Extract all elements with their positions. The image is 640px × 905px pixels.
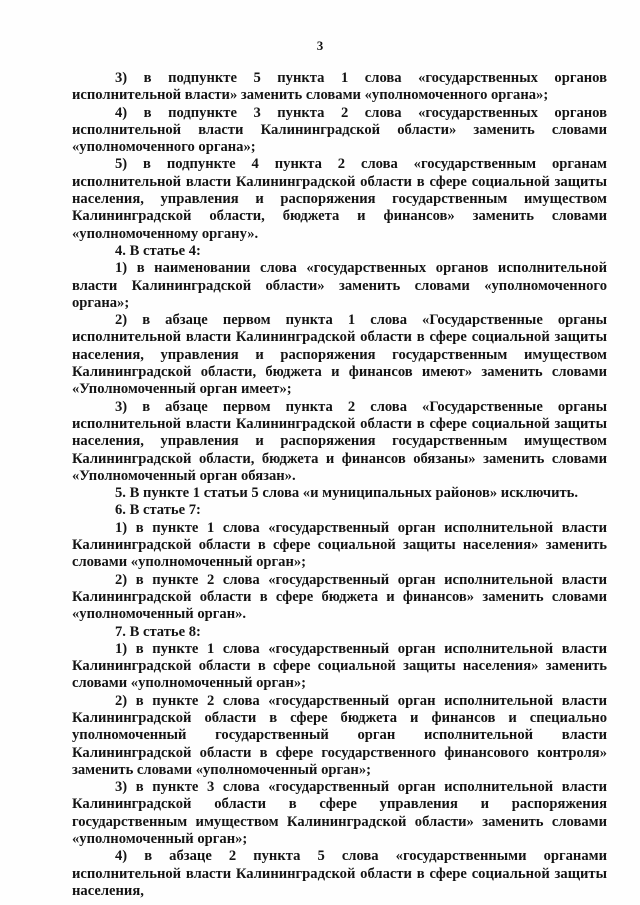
paragraph: 3) в подпункте 5 пункта 1 слова «государственных органов исполнительной власти» заменить словами «уполномоченного органа»;: [72, 70, 607, 104]
document-body: [72, 70, 607, 900]
paragraph: 3) в абзаце первом пункта 2 слова «Государственные органы исполнительной власти Калининградской области в сфере социальной защиты населения, управления и распоряжения государственным имуществом Калининградской области, бюджета и финансов обязаны» заменить словами «Уполномоченный орган обязан».: [72, 398, 607, 484]
paragraph: 1) в наименовании слова «государственных органов исполнительной власти Калининградской области» заменить словами «уполномоченного органа»;: [72, 260, 607, 311]
paragraph: 3) в пункте 3 слова «государственный орган исполнительной власти Калининградской области в сфере управления и распоряжения государственным имуществом Калининградской области» заменить словами «уполномоченный орган»;: [72, 779, 607, 848]
section-heading: 7. В статье 8:: [115, 623, 201, 640]
section-heading: 4. В статье 4:: [115, 242, 201, 259]
paragraph: 1) в пункте 1 слова «государственный орган исполнительной власти Калининградской области в сфере социальной защиты населения» заменить словами «уполномоченный орган»;: [72, 640, 607, 692]
paragraph: 4) в абзаце 2 пункта 5 слова «государственными органами исполнительной власти Калининградской области в сфере социальной защиты населения,: [72, 848, 607, 899]
paragraph: 4) в подпункте 3 пункта 2 слова «государственных органов исполнительной власти Калининградской области» заменить словами «уполномоченного органа»;: [72, 104, 607, 156]
paragraph: 5) в подпункте 4 пункта 2 слова «государственным органам исполнительной власти Калининградской области в сфере социальной защиты населения, управления и распоряжения государственным имуществом Калининградской области, бюджета и финансов» заменить словами «уполномоченному органу».: [72, 156, 607, 242]
paragraph: 2) в пункте 2 слова «государственный орган исполнительной власти Калининградской области в сфере бюджета и финансов» заменить словами «уполномоченный орган».: [72, 571, 607, 623]
paragraph: 2) в пункте 2 слова «государственный орган исполнительной власти Калининградской области в сфере бюджета и финансов и специально уполномоченный государственный орган исполнительной власти Калининградской области в сфере государственного финансового контроля» заменить словами «уполномоченный орган»;: [72, 692, 607, 778]
section-heading: 6. В статье 7:: [115, 502, 201, 519]
paragraph: 1) в пункте 1 слова «государственный орган исполнительной власти Калининградской области в сфере социальной защиты населения» заменить словами «уполномоченный орган»;: [72, 519, 607, 571]
section-heading: 5. В пункте 1 статьи 5 слова «и муниципальных районов» исключить.: [115, 485, 579, 502]
page-number: 3: [316, 38, 324, 53]
paragraph: 2) в абзаце первом пункта 1 слова «Государственные органы исполнительной власти Калининградской области в сфере социальной защиты населения, управления и распоряжения государственным имуществом Калининградской области, бюджета и финансов имеют» заменить словами «Уполномоченный орган имеет»;: [72, 312, 607, 398]
